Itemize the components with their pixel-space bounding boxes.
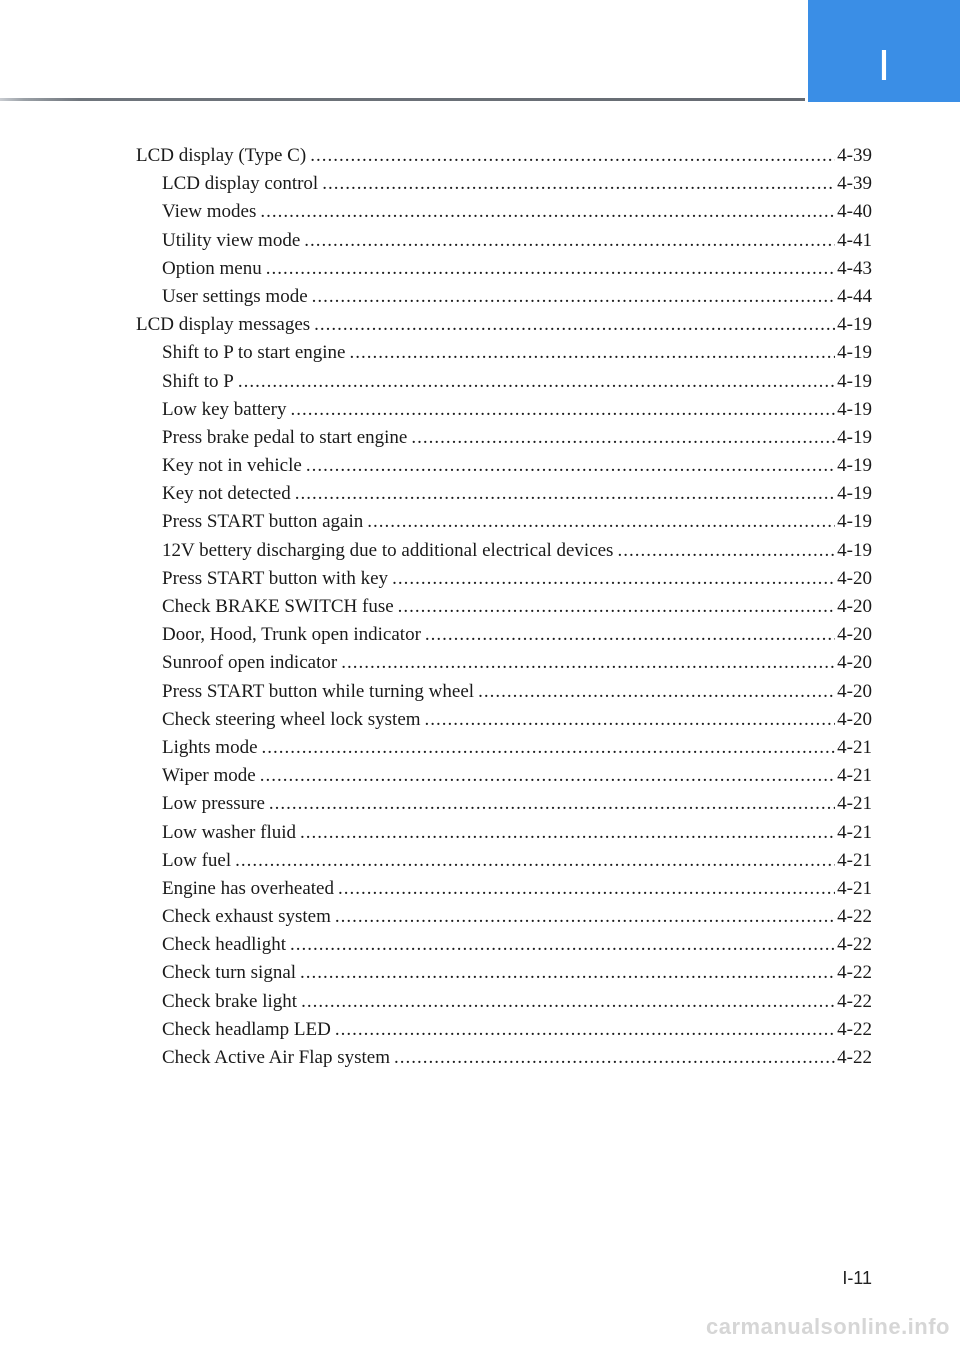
- toc-entry-page: 4-20: [837, 708, 872, 730]
- toc-entry-page: 4-20: [837, 596, 872, 617]
- toc-entry[interactable]: [136, 621, 872, 649]
- toc-entry-page: 4-19: [837, 426, 872, 448]
- toc-heading[interactable]: [136, 311, 872, 339]
- toc-entry[interactable]: [136, 452, 872, 480]
- toc-entry-title: Press START button again: [162, 511, 364, 533]
- dot-leader: [291, 396, 836, 424]
- toc-entry-page: 4-19: [837, 511, 872, 533]
- toc-entry-title: View modes: [162, 201, 257, 223]
- toc-entry-page: 4-20: [837, 652, 872, 674]
- toc-entry-title: Low fuel: [162, 849, 232, 871]
- toc-entry-title: Press START button with key: [162, 567, 389, 589]
- toc-entry-page: 4-21: [837, 849, 872, 871]
- dot-leader: [338, 875, 835, 903]
- toc-entry-page: 4-22: [837, 962, 872, 984]
- toc-entry-page: 4-21: [837, 877, 872, 899]
- dot-leader: [341, 649, 835, 677]
- toc-entry-page: 4-39: [837, 145, 872, 166]
- dot-leader: [335, 903, 835, 931]
- dot-leader: [478, 678, 835, 706]
- dot-leader: [306, 452, 835, 480]
- toc-entry-page: 4-21: [837, 821, 872, 843]
- toc-entry-page: 4-39: [837, 173, 872, 195]
- toc-entry[interactable]: [136, 565, 872, 593]
- toc-entry-title: Wiper mode: [162, 765, 256, 787]
- toc-entry-page: 4-41: [837, 229, 872, 251]
- dot-leader: [349, 339, 835, 367]
- dot-leader: [617, 537, 835, 565]
- dot-leader: [312, 283, 836, 311]
- dot-leader: [300, 819, 835, 847]
- toc-entry-page: 4-19: [837, 314, 872, 336]
- toc-entry[interactable]: [136, 678, 872, 706]
- toc-entry-title: LCD display control: [162, 173, 319, 195]
- dot-leader: [394, 1044, 835, 1072]
- toc-entry[interactable]: [136, 508, 872, 536]
- toc-entry[interactable]: [136, 227, 872, 255]
- toc-entry-title: Key not in vehicle: [162, 455, 302, 477]
- toc-entry-page: 4-20: [837, 624, 872, 646]
- dot-leader: [425, 621, 835, 649]
- toc-entry-page: 4-22: [837, 934, 872, 956]
- toc-heading[interactable]: [136, 142, 872, 170]
- page-number: I-11: [842, 1268, 872, 1288]
- toc-entry-page: 4-19: [837, 398, 872, 420]
- toc-entry-title: Low pressure: [162, 793, 265, 815]
- toc-entry-title: Utility view mode: [162, 229, 301, 251]
- toc-entry-title: Check brake light: [162, 990, 298, 1012]
- table-of-contents: [136, 142, 872, 1072]
- dot-leader: [304, 227, 835, 255]
- toc-entry-title: Low washer fluid: [162, 821, 297, 843]
- toc-entry-title: Check turn signal: [162, 962, 297, 984]
- toc-entry[interactable]: [136, 1044, 872, 1072]
- toc-entry[interactable]: [136, 734, 872, 762]
- toc-entry[interactable]: [136, 537, 872, 565]
- toc-entry-page: 4-19: [837, 483, 872, 505]
- dot-leader: [411, 424, 835, 452]
- toc-entry[interactable]: [136, 959, 872, 987]
- section-tab: [808, 0, 960, 102]
- toc-entry-title: Key not detected: [162, 483, 291, 505]
- toc-entry-page: 4-21: [837, 736, 872, 758]
- dot-leader: [367, 508, 835, 536]
- dot-leader: [301, 988, 835, 1016]
- toc-entry-page: 4-19: [837, 370, 872, 392]
- toc-entry[interactable]: [136, 593, 872, 621]
- toc-entry-title: LCD display messages: [136, 314, 311, 336]
- dot-leader: [314, 311, 835, 339]
- dot-leader: [262, 734, 836, 762]
- toc-entry-page: 4-22: [837, 990, 872, 1012]
- dot-leader: [335, 1016, 835, 1044]
- toc-entry-title: Check Active Air Flap system: [162, 1047, 390, 1068]
- toc-entry[interactable]: [136, 762, 872, 790]
- dot-leader: [260, 762, 835, 790]
- dot-leader: [238, 368, 835, 396]
- toc-entry[interactable]: [136, 819, 872, 847]
- header-rule: [0, 98, 805, 101]
- toc-entry[interactable]: [136, 480, 872, 508]
- toc-entry-title: Check headlamp LED: [162, 1018, 331, 1040]
- toc-entry-title: Sunroof open indicator: [162, 652, 338, 674]
- dot-leader: [310, 142, 835, 170]
- toc-entry[interactable]: [136, 198, 872, 226]
- toc-entry-page: 4-44: [837, 285, 872, 307]
- toc-entry-page: 4-40: [837, 201, 872, 223]
- toc-entry-title: Door, Hood, Trunk open indicator: [162, 624, 421, 646]
- toc-entry[interactable]: [136, 649, 872, 677]
- toc-entry-page: 4-43: [837, 257, 872, 279]
- toc-entry-title: Engine has overheated: [162, 877, 334, 899]
- toc-entry[interactable]: [136, 1016, 872, 1044]
- toc-entry-title: 12V bettery discharging due to additional electrical devices: [162, 539, 614, 561]
- dot-leader: [322, 170, 835, 198]
- toc-entry-page: 4-22: [837, 1018, 872, 1040]
- dot-leader: [269, 790, 835, 818]
- toc-entry[interactable]: [136, 368, 872, 396]
- watermark: carmanualsonline.info: [706, 1314, 950, 1339]
- toc-entry-title: Check exhaust system: [162, 906, 331, 928]
- toc-entry[interactable]: [136, 706, 872, 734]
- toc-entry-page: 4-19: [837, 539, 872, 561]
- toc-entry-page: 4-19: [837, 342, 872, 364]
- toc-entry-page: 4-22: [837, 1047, 872, 1068]
- toc-entry-title: User settings mode: [162, 285, 308, 307]
- toc-entry-page: 4-20: [837, 680, 872, 702]
- toc-entry[interactable]: [136, 847, 872, 875]
- toc-entry-title: Check BRAKE SWITCH fuse: [162, 596, 394, 617]
- toc-entry[interactable]: [136, 396, 872, 424]
- toc-entry-title: Press brake pedal to start engine: [162, 426, 408, 448]
- toc-entry[interactable]: [136, 988, 872, 1016]
- toc-entry[interactable]: [136, 170, 872, 198]
- toc-entry[interactable]: [136, 903, 872, 931]
- toc-entry[interactable]: [136, 875, 872, 903]
- toc-entry-title: Lights mode: [162, 736, 258, 758]
- toc-entry[interactable]: [136, 339, 872, 367]
- toc-entry-title: Shift to P: [162, 370, 234, 392]
- toc-entry-title: Press START button while turning wheel: [162, 680, 475, 702]
- dot-leader: [290, 931, 835, 959]
- toc-entry-title: Check headlight: [162, 934, 286, 956]
- dot-leader: [398, 593, 836, 621]
- toc-entry-page: 4-20: [837, 567, 872, 589]
- toc-entry-title: Check steering wheel lock system: [162, 708, 421, 730]
- dot-leader: [392, 565, 835, 593]
- toc-entry[interactable]: [136, 931, 872, 959]
- toc-entry-page: 4-22: [837, 906, 872, 928]
- toc-entry-title: Option menu: [162, 257, 262, 279]
- toc-entry[interactable]: [136, 790, 872, 818]
- toc-entry-title: Low key battery: [162, 398, 287, 420]
- toc-entry-title: LCD display (Type C): [136, 145, 307, 166]
- dot-leader: [266, 255, 835, 283]
- toc-entry-page: 4-21: [837, 765, 872, 787]
- toc-entry[interactable]: [136, 255, 872, 283]
- dot-leader: [295, 480, 835, 508]
- section-tab-letter: I: [877, 41, 891, 90]
- dot-leader: [260, 198, 835, 226]
- toc-entry-title: Shift to P to start engine: [162, 342, 346, 364]
- toc-entry[interactable]: [136, 424, 872, 452]
- toc-entry[interactable]: [136, 283, 872, 311]
- dot-leader: [235, 847, 835, 875]
- toc-entry-page: 4-21: [837, 793, 872, 815]
- toc-entry-page: 4-19: [837, 455, 872, 477]
- dot-leader: [425, 706, 836, 734]
- dot-leader: [300, 959, 835, 987]
